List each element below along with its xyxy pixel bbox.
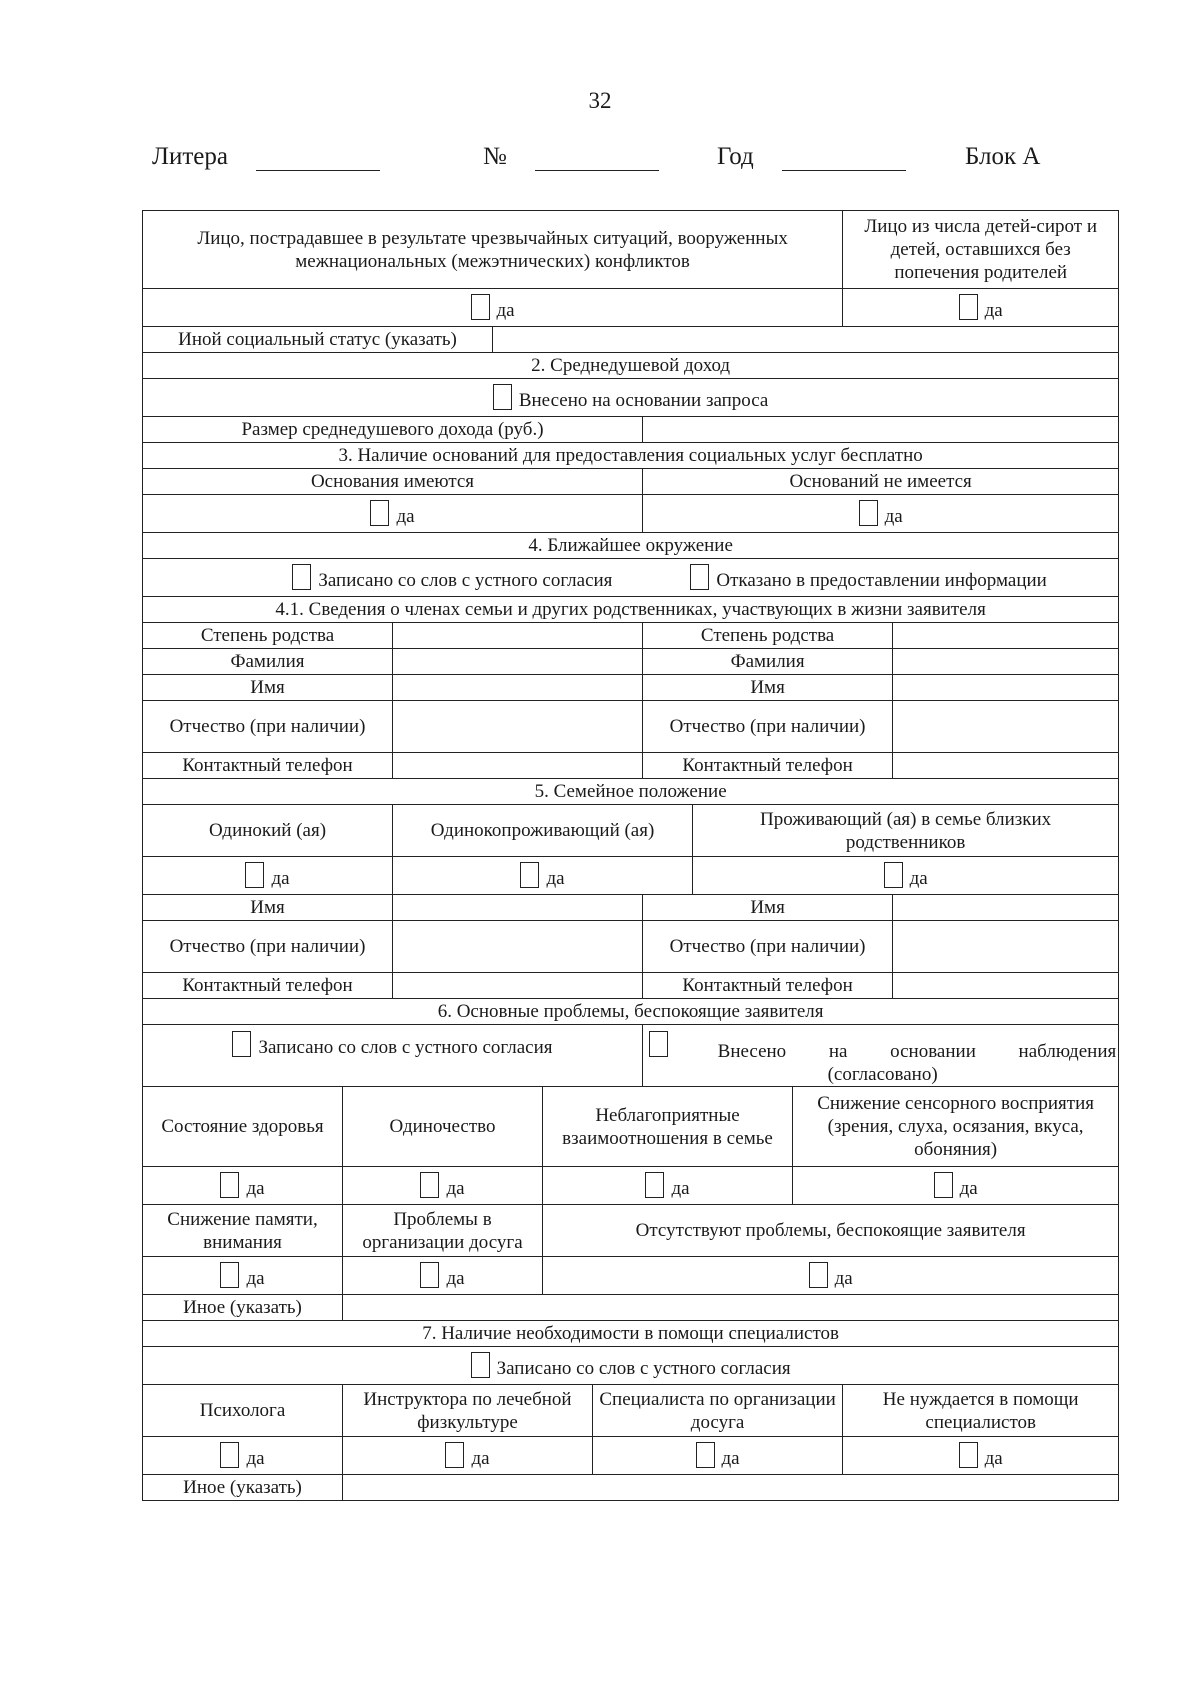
phone-input[interactable] xyxy=(893,753,1119,779)
orphan-label: Лицо из числа детей-сирот и детей, оставшихся без попечения родителей xyxy=(843,211,1119,289)
phone-input[interactable] xyxy=(893,973,1119,999)
family-relations-label: Неблагоприятные взаимоотношения в семье xyxy=(543,1087,793,1167)
yes-label: да xyxy=(496,299,515,321)
yes-label: да xyxy=(471,1447,490,1469)
with-relatives-label: Проживающий (ая) в семье близких родственников xyxy=(693,805,1119,857)
grounds-yes-label: Основания имеются xyxy=(143,469,643,495)
name-input[interactable] xyxy=(393,675,643,701)
checkbox[interactable] xyxy=(245,862,264,888)
checkbox[interactable] xyxy=(859,500,878,526)
income-label: Размер среднедушевого дохода (руб.) xyxy=(143,417,643,443)
other-specialist-label: Иное (указать) xyxy=(143,1475,343,1501)
oral-consent-label: Записано со слов с устного согласия xyxy=(496,1357,791,1379)
observation-agreed: (согласовано) xyxy=(827,1064,938,1085)
checkbox[interactable] xyxy=(220,1172,239,1198)
yes-label: да xyxy=(246,1447,265,1469)
observation-word: основании xyxy=(890,1041,976,1062)
no-problems-label: Отсутствуют проблемы, беспокоящие заявителя xyxy=(543,1205,1119,1257)
yes-label: да xyxy=(721,1447,740,1469)
yes-label: да xyxy=(909,867,928,889)
grounds-no-option xyxy=(643,495,1119,533)
sensory-label: Снижение сенсорного восприятия (зрения, слуха, осязания, вкуса, обоняния) xyxy=(793,1087,1119,1167)
observation-option xyxy=(643,1025,1119,1087)
section-5-title: 5. Семейное положение xyxy=(143,779,1119,805)
checkbox[interactable] xyxy=(959,294,978,320)
name-label: Имя xyxy=(143,675,393,701)
yes-label: да xyxy=(671,1177,690,1199)
checkbox[interactable] xyxy=(934,1172,953,1198)
leisure-option xyxy=(343,1257,543,1295)
form-table xyxy=(142,210,1119,1501)
yes-label: да xyxy=(834,1267,853,1289)
number-input[interactable] xyxy=(535,148,659,171)
yes-label: да xyxy=(246,1267,265,1289)
income-input[interactable] xyxy=(643,417,1119,443)
other-status-input[interactable] xyxy=(493,327,1119,353)
checkbox[interactable] xyxy=(690,564,709,590)
phone-label: Контактный телефон xyxy=(643,753,893,779)
surname-input[interactable] xyxy=(893,649,1119,675)
other-status-label: Иной социальный статус (указать) xyxy=(143,327,493,353)
checkbox[interactable] xyxy=(520,862,539,888)
grounds-no-label: Оснований не имеется xyxy=(643,469,1119,495)
other-problem-input[interactable] xyxy=(343,1295,1119,1321)
patronymic-input[interactable] xyxy=(393,701,643,753)
checkbox[interactable] xyxy=(445,1442,464,1468)
no-need-label: Не нуждается в помощи специалистов xyxy=(843,1385,1119,1437)
litera-label: Литера xyxy=(152,143,228,170)
refused-label: Отказано в предоставлении информации xyxy=(716,569,1047,591)
section-4-1-title: 4.1. Сведения о членах семьи и других родственниках, участвующих в жизни заявителя xyxy=(143,597,1119,623)
block-label: Блок А xyxy=(965,143,1041,170)
grounds-yes-option xyxy=(143,495,643,533)
relation-input[interactable] xyxy=(893,623,1119,649)
loneliness-label: Одиночество xyxy=(343,1087,543,1167)
checkbox[interactable] xyxy=(420,1262,439,1288)
page-number: 32 xyxy=(588,88,612,113)
surname-label: Фамилия xyxy=(143,649,393,675)
name-input[interactable] xyxy=(893,675,1119,701)
checkbox[interactable] xyxy=(959,1442,978,1468)
number-field xyxy=(483,143,659,171)
checkbox[interactable] xyxy=(471,1352,490,1378)
observation-word: наблюдения xyxy=(1018,1041,1117,1062)
pe-instructor-label: Инструктора по лечебной физкультуре xyxy=(343,1385,593,1437)
leisure-specialist-label: Специалиста по организации досуга xyxy=(593,1385,843,1437)
section-7-consent-row xyxy=(143,1347,1119,1385)
checkbox[interactable] xyxy=(292,564,311,590)
section-4-title: 4. Ближайшее окружение xyxy=(143,533,1119,559)
single-label: Одинокий (ая) xyxy=(143,805,393,857)
health-label: Состояние здоровья xyxy=(143,1087,343,1167)
patronymic-label: Отчество (при наличии) xyxy=(643,921,893,973)
checkbox[interactable] xyxy=(471,294,490,320)
single-option xyxy=(143,857,393,895)
relation-label: Степень родства xyxy=(643,623,893,649)
yes-label: да xyxy=(246,1177,265,1199)
name-label: Имя xyxy=(643,675,893,701)
emergency-victim-label: Лицо, пострадавшее в результате чрезвычайных ситуаций, вооруженных межнациональных (межэтнических) конфликтов xyxy=(143,211,843,289)
section-6-title: 6. Основные проблемы, беспокоящие заявителя xyxy=(143,999,1119,1025)
checkbox[interactable] xyxy=(809,1262,828,1288)
other-problem-label: Иное (указать) xyxy=(143,1295,343,1321)
phone-label: Контактный телефон xyxy=(143,973,393,999)
family-relations-option xyxy=(543,1167,793,1205)
sensory-option xyxy=(793,1167,1119,1205)
name-input[interactable] xyxy=(393,895,643,921)
checkbox[interactable] xyxy=(645,1172,664,1198)
pe-instructor-option xyxy=(343,1437,593,1475)
patronymic-label: Отчество (при наличии) xyxy=(143,701,393,753)
year-label: Год xyxy=(717,143,754,170)
patronymic-label: Отчество (при наличии) xyxy=(643,701,893,753)
phone-input[interactable] xyxy=(393,753,643,779)
patronymic-input[interactable] xyxy=(893,921,1119,973)
number-label: № xyxy=(483,143,507,170)
psychologist-option xyxy=(143,1437,343,1475)
litera-field xyxy=(152,143,380,171)
checkbox[interactable] xyxy=(370,500,389,526)
name-input[interactable] xyxy=(893,895,1119,921)
year-field xyxy=(717,143,906,171)
checkbox[interactable] xyxy=(649,1031,668,1057)
orphan-option xyxy=(843,289,1119,327)
surname-label: Фамилия xyxy=(643,649,893,675)
phone-label: Контактный телефон xyxy=(643,973,893,999)
memory-label: Снижение памяти, внимания xyxy=(143,1205,343,1257)
no-need-option xyxy=(843,1437,1119,1475)
litera-input[interactable] xyxy=(256,148,380,171)
relation-label: Степень родства xyxy=(143,623,393,649)
observation-word: на xyxy=(828,1041,848,1062)
patronymic-input[interactable] xyxy=(393,921,643,973)
checkbox[interactable] xyxy=(220,1442,239,1468)
name-label: Имя xyxy=(143,895,393,921)
yes-label: да xyxy=(446,1267,465,1289)
yes-label: да xyxy=(396,505,415,527)
name-label: Имя xyxy=(643,895,893,921)
checkbox[interactable] xyxy=(493,384,512,410)
section-3-title: 3. Наличие оснований для предоставления социальных услуг бесплатно xyxy=(143,443,1119,469)
relation-input[interactable] xyxy=(393,623,643,649)
section-7-title: 7. Наличие необходимости в помощи специалистов xyxy=(143,1321,1119,1347)
oral-consent-label: Записано со слов с устного согласия xyxy=(318,569,613,591)
patronymic-label: Отчество (при наличии) xyxy=(143,921,393,973)
section-4-consent-row xyxy=(143,559,1119,597)
other-specialist-input[interactable] xyxy=(343,1475,1119,1501)
year-input[interactable] xyxy=(782,148,906,171)
checkbox[interactable] xyxy=(696,1442,715,1468)
yes-label: да xyxy=(271,867,290,889)
checkbox[interactable] xyxy=(220,1262,239,1288)
loneliness-option xyxy=(343,1167,543,1205)
request-label: Внесено на основании запроса xyxy=(518,389,769,411)
observation-word: Внесено xyxy=(717,1041,787,1062)
living-alone-option xyxy=(393,857,693,895)
living-alone-label: Одинокопроживающий (ая) xyxy=(393,805,693,857)
oral-consent-label: Записано со слов с устного согласия xyxy=(258,1037,553,1058)
no-problems-option xyxy=(543,1257,1119,1295)
leisure-label: Проблемы в организации досуга xyxy=(343,1205,543,1257)
leisure-specialist-option xyxy=(593,1437,843,1475)
with-relatives-option xyxy=(693,857,1119,895)
yes-label: да xyxy=(446,1177,465,1199)
health-option xyxy=(143,1167,343,1205)
checkbox[interactable] xyxy=(884,862,903,888)
phone-label: Контактный телефон xyxy=(143,753,393,779)
psychologist-label: Психолога xyxy=(143,1385,343,1437)
patronymic-input[interactable] xyxy=(893,701,1119,753)
checkbox[interactable] xyxy=(420,1172,439,1198)
surname-input[interactable] xyxy=(393,649,643,675)
request-option xyxy=(143,379,1119,417)
section-2-title: 2. Среднедушевой доход xyxy=(143,353,1119,379)
yes-label: да xyxy=(546,867,565,889)
yes-label: да xyxy=(984,1447,1003,1469)
phone-input[interactable] xyxy=(393,973,643,999)
yes-label: да xyxy=(959,1177,978,1199)
yes-label: да xyxy=(884,505,903,527)
emergency-victim-option xyxy=(143,289,843,327)
memory-option xyxy=(143,1257,343,1295)
yes-label: да xyxy=(984,299,1003,321)
section-6-consent-cell xyxy=(143,1025,643,1087)
checkbox[interactable] xyxy=(232,1031,251,1057)
